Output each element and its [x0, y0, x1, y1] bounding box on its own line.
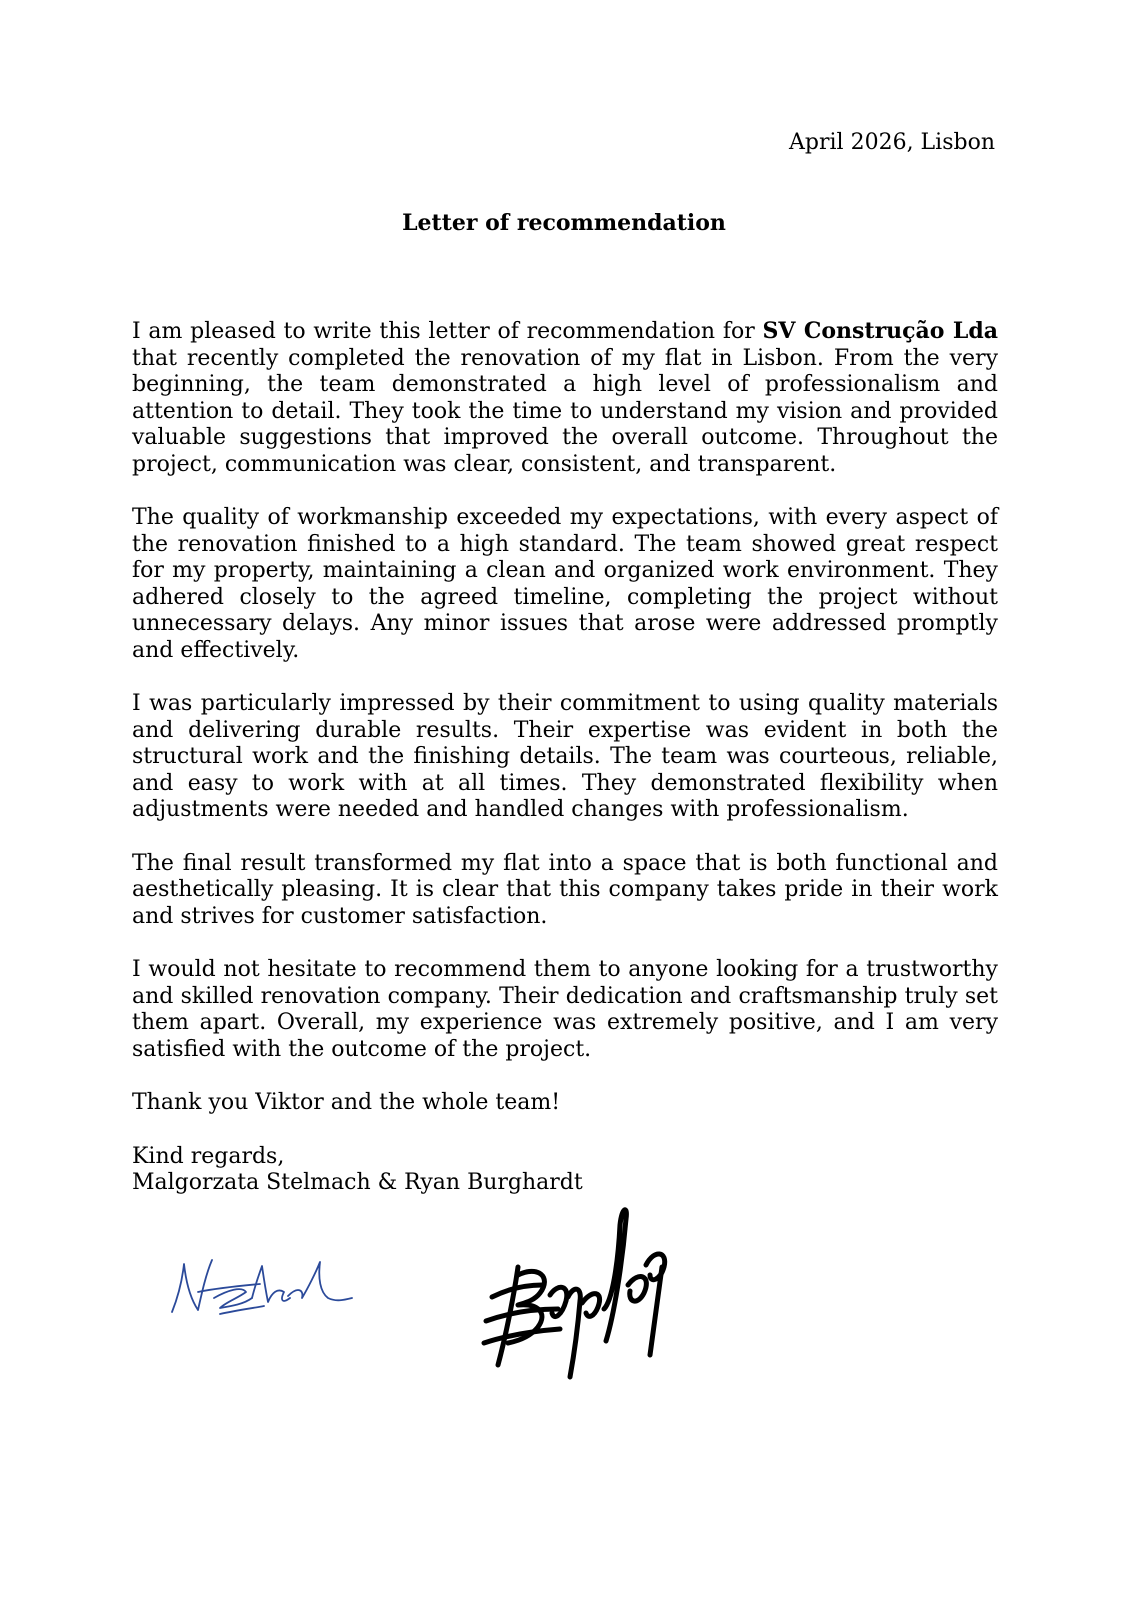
company-name: SV Construção Lda	[762, 318, 999, 344]
paragraph-1-rest: that recently completed the renovation of my flat in Lisbon. From the very beginning, the team demonstrated a high level of professionalism and attention to detail. They took the time to understand my vision and provided valuable suggestions that improved the overall outcome. Throughout the project, communication was clear, consistent, and transparent.	[132, 345, 998, 477]
signatory-names: Malgorzata Stelmach & Ryan Burghardt	[132, 1170, 583, 1195]
paragraph-5: I would not hesitate to recommend them to anyone looking for a trustworthy and skilled renovation company. Their dedication and craftsmanship truly set them apart. Overall, my experience was extremely positive, and I am very satisfied with the outcome of the project.	[132, 957, 998, 1062]
paragraph-2: The quality of workmanship exceeded my expectations, with every aspect of the renovation finished to a high standard. The team showed great respect for my property, maintaining a clean and organized work environment. They adhered closely to the agreed timeline, completing the project without unnecessary delays. Any minor issues that arose were addressed promptly and effectively.	[132, 505, 998, 663]
paragraph-1	[132, 318, 998, 478]
thanks-line: Thank you Viktor and the whole team!	[132, 1090, 561, 1115]
paragraph-1-intro: I am pleased to write this letter of recommendation for	[132, 319, 763, 344]
paragraph-3: I was particularly impressed by their commitment to using quality materials and delivering durable results. Their expertise was evident in both the structural work and the finishing details. The team was courteous, reliable, and easy to work with at all times. They demonstrated flexibility when adjustments were needed and handled changes with professionalism.	[132, 691, 998, 822]
letter-body	[132, 318, 998, 1197]
signature-burghardt	[478, 1205, 678, 1405]
signature-stelmach	[168, 1252, 358, 1342]
paragraph-4: The final result transformed my flat into a space that is both functional and aesthetically pleasing. It is clear that this company takes pride in their work and strives for customer satisfaction.	[132, 850, 998, 929]
closing-salutation: Kind regards,	[132, 1143, 285, 1169]
date-place: April 2026, Lisbon	[789, 130, 995, 155]
letter-title: Letter of recommendation	[402, 210, 726, 236]
closing-block	[132, 1144, 998, 1197]
